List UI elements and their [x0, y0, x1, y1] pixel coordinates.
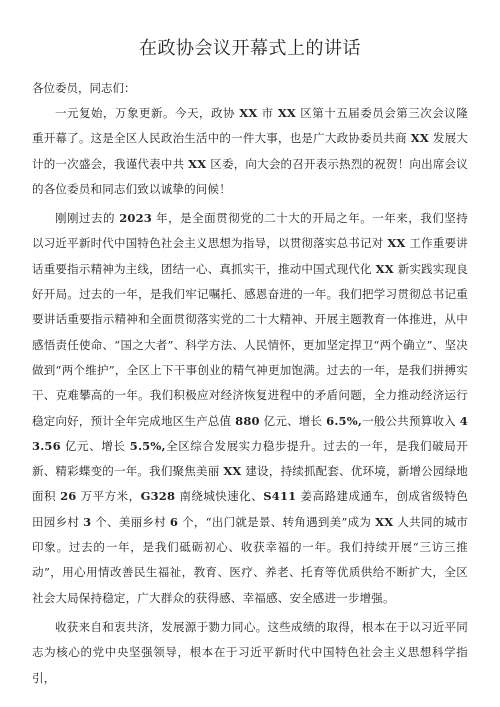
bold-run: 6 [169, 514, 179, 529]
salutation: 各位委员，同志们： [32, 81, 136, 95]
document-title: 在政协会议开幕式上的讲话 [139, 38, 361, 59]
bold-run: 6.5%, [326, 413, 363, 428]
bold-run: G328 [140, 489, 176, 504]
bold-run: XX [375, 514, 394, 529]
bold-run: XX [277, 106, 297, 120]
bold-run: 3 [83, 514, 92, 529]
body-paragraph [32, 206, 468, 611]
bold-run: XX [410, 131, 429, 146]
bold-run: XX [387, 236, 406, 251]
text-run: 亿元、增长 [259, 413, 327, 428]
text-run: 新实践实现良好开局。过去的一年，是我们牢记嘱托、感恩奋进的一年。我们把学习贯彻总书记重要讲话重要指示精神和全面贯彻落实党的二十大精神、开展主题教育一体推进，从中感悟责任使命、“国之大者”、科学方法、人民情怀，更加坚定捍卫“两个确立”、坚决做到“两个维护”，全区上下干事创业的精气神更加饱满。过去的一年，是我们拼搏实干、克难攀高的一年。我们积极应对经济恢复进程中的矛盾问题，全力推动经济运行稳定向好，预计全年完成地区生产总值 [32, 261, 469, 428]
text-run: 工作重要讲话重要指示精神为主线，团结一心、真抓实干，推动中国式现代化 [32, 236, 468, 276]
bold-run: S411 [263, 489, 297, 504]
bold-run: 43.56 [32, 413, 468, 453]
bold-run: 2023 [119, 211, 152, 226]
text-run: 南绕城快速化、 [175, 489, 264, 504]
text-run: 万平方米， [76, 489, 141, 504]
text-run: 姜高路建成通车，创成省级特色田园乡村 [32, 489, 468, 529]
bold-run: XX [239, 106, 258, 120]
text-run: 亿元、增长 [60, 438, 130, 453]
bold-run: 5.5%, [129, 438, 166, 453]
bold-run: XX [223, 464, 242, 479]
text-run: 建设，持续抓配套、优环境，新增公园绿地面积 [32, 464, 468, 504]
text-run: 人共同的城市印象。过去的一年，是我们砥砺初心、收获幸福的一年。我们持续开展“三访三推动”，用心用情改善民生福祉，教育、医疗、养老、托育等优质供给不断扩大，全区社会大局保持稳定，广大群众的获得感、幸福感、安全感进一步增强。 [32, 514, 469, 605]
text-run: 个，“出门就是景、转角遇到美”成为 [178, 514, 376, 529]
text-run: 刚刚过去的 [55, 211, 120, 226]
body-paragraph [32, 615, 468, 691]
bold-run: 880 [235, 413, 260, 428]
bold-run: XX [375, 261, 394, 276]
text-run: 全区综合发展实力稳步提升。过去的一年，是我们破局开新、精彩蝶变的一年。我们聚焦美丽 [32, 438, 468, 479]
bold-run: XX [188, 156, 207, 171]
bold-run: 26 [60, 489, 77, 504]
text-run: 区第十五届委员会第三次会议隆重开幕了。这是全区人民政治生活中的一件大事，也是广大政协委员共商 [32, 106, 468, 146]
text-run: 发展大计的一次盛会，我谨代表中共 [32, 131, 468, 171]
text-run: 个、美丽乡村 [91, 514, 170, 529]
body-paragraph [32, 101, 468, 202]
text-run: 市 [257, 106, 278, 120]
text-run: 区委，向大会的召开表示热烈的祝贺！向出席会议的各位委员和同志们致以诚挚的问候！ [32, 156, 468, 196]
text-run: 一般公共预算收入 [362, 413, 460, 428]
text-run: 年，是全面贯彻党的二十大的开局之年。一年来，我们坚持以习近平新时代中国特色社会主义思想为指导，以贯彻落实总书记对 [32, 211, 468, 251]
text-run: 收获来自和衷共济，发展源于勠力同心。这些成绩的取得，根本在于以习近平同志为核心的党中央坚强领导，根本在于习近平新时代中国特色社会主义思想科学指引， [32, 619, 468, 685]
text-run: 一元复始，万象更新。今天，政协 [55, 106, 240, 120]
document-body [32, 101, 468, 691]
